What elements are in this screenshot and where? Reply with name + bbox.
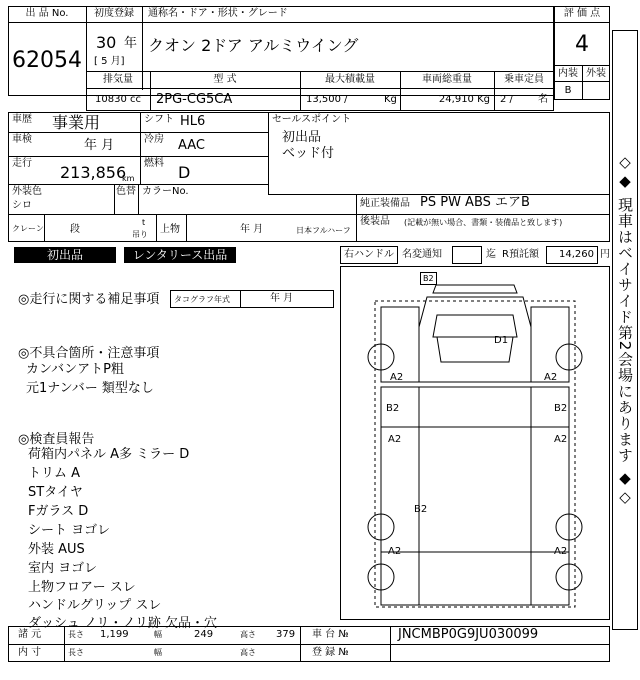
registration-year-unit: 年 (124, 36, 138, 51)
spec-label: 諸 元 (18, 629, 42, 640)
inspector-line: 外装 AUS (28, 542, 85, 557)
inspector-line: STタイヤ (28, 485, 83, 500)
inspector-line: Fガラス D (28, 504, 89, 519)
displacement-label: 排気量 (103, 74, 133, 85)
defect-line: 元1ナンバー 類型なし (26, 381, 154, 396)
history-value: 事業用 (52, 113, 101, 132)
fuel-value: D (178, 163, 191, 182)
extra-mark: 迄 (486, 249, 496, 260)
max-load-value: 13,500 / (306, 94, 348, 105)
damage-mark: B2 (420, 272, 437, 285)
damage-mark: A2 (554, 434, 568, 445)
model-label: 型 式 (213, 74, 237, 85)
ac-label: 冷房 (144, 134, 164, 145)
inspector-line: 上物フロアー スレ (28, 580, 136, 595)
displacement-value: 10830 cc (95, 94, 141, 105)
width-label: 幅 (154, 630, 162, 639)
defects-title: ◎不具合箇所・注意事項 (18, 346, 160, 361)
damage-mark: B2 (554, 403, 568, 414)
lot-label: 出 品 No. (25, 8, 69, 19)
max-load-label: 最大積載量 (325, 74, 375, 85)
recycle-label: R預託額 (502, 249, 539, 260)
history-label: 車歴 (12, 114, 32, 125)
length-value: 1,199 (100, 629, 129, 640)
width-value: 249 (194, 629, 214, 640)
capacity-value: 2 / (500, 94, 513, 105)
rental-lease-badge: レンタリース出品 (124, 247, 236, 263)
inspector-line: シート ヨゴレ (28, 523, 111, 538)
damage-mark: A2 (554, 546, 568, 557)
interior-height-label: 高さ (240, 648, 256, 657)
ac-value: AAC (178, 138, 205, 153)
length-label: 長さ (68, 630, 84, 639)
equipment-label: 純正装備品 (360, 198, 410, 209)
defect-line: カンバンアトP粗 (26, 362, 124, 377)
damage-mark: A2 (388, 546, 402, 557)
height-value: 379 (276, 629, 296, 640)
inspection-value: 年 月 (84, 138, 115, 153)
inspector-line: ハンドルグリップ スレ (28, 598, 162, 613)
exterior-label: 外装 (586, 68, 606, 79)
crane-hang: 吊り (132, 230, 148, 239)
tachograph-label: タコグラフ年式 (174, 295, 230, 304)
interior-length-label: 長さ (68, 648, 84, 657)
capacity-unit: 名 (538, 94, 548, 105)
inspector-line: 室内 ヨゴレ (28, 561, 98, 576)
damage-mark: A2 (544, 372, 558, 383)
interior-label: 内装 (558, 68, 578, 79)
exterior-color-label: 外装色 (12, 186, 42, 197)
venue-banner: ◇◆ 現車はベイサイド第2会場にあります ◆◇ (612, 30, 638, 630)
inspector-line: ダッシュ ノリ・ノリ跡 欠品・穴 (28, 616, 217, 631)
vin-label: 車 台 № (312, 629, 349, 640)
shift-label: シフト (144, 114, 174, 125)
color-code-label: カラーNo. (142, 186, 189, 197)
damage-mark: D1 (494, 335, 509, 346)
recycle-unit: 円 (600, 249, 610, 260)
sales-point-label: セールスポイント (272, 114, 352, 125)
damage-mark: A2 (390, 372, 404, 383)
running-remarks-title: ◎走行に関する補足事項 (18, 292, 160, 307)
interior-size-label: 内 寸 (18, 647, 42, 658)
car-name-label: 通称名・ドア・形状・グレード (148, 8, 288, 19)
crane-ton: t (142, 218, 146, 227)
name-change-label: 名変通知 (402, 249, 442, 260)
shift-value: HL6 (180, 114, 206, 129)
inspection-label: 車検 (12, 134, 32, 145)
name-change-box (452, 246, 482, 264)
damage-mark: B2 (414, 504, 428, 515)
retrofit-label: 後装品 (360, 216, 390, 227)
rhd-label: 右ハンドル (344, 249, 394, 260)
registration-month: [ 5 月] (94, 56, 125, 67)
body-year-month: 年 月 (240, 224, 264, 235)
registration-no-label: 登 録 № (312, 647, 349, 658)
crane-stage: 段 (70, 224, 80, 235)
lot-number: 62054 (12, 48, 82, 73)
color-change-label: 色替 (116, 186, 136, 197)
max-load-unit: Kg (384, 94, 397, 105)
model-value: 2PG-CG5CA (156, 92, 233, 107)
interior-width-label: 幅 (154, 648, 162, 657)
inspector-line: 荷箱内パネル A多 ミラー D (28, 447, 190, 462)
mileage-label: 走行 (12, 158, 32, 169)
sales-point-2: ベッド付 (282, 146, 335, 161)
height-label: 高さ (240, 630, 256, 639)
mileage-value: 213,856 (60, 163, 127, 182)
retrofit-note: (記載が無い場合、書類・装備品と致します) (404, 218, 563, 227)
tachograph-value: 年 月 (270, 293, 294, 304)
capacity-label: 乗車定員 (504, 74, 544, 85)
mileage-unit: km (122, 174, 135, 183)
grade-label: 評 価 点 (563, 8, 601, 19)
recycle-value: 14,260 (559, 249, 594, 260)
first-registration-label: 初度登録 (94, 8, 134, 19)
vin-value: JNCMBP0G9JU030099 (398, 627, 539, 642)
damage-mark: A2 (388, 434, 402, 445)
registration-year: 30 (96, 33, 117, 52)
overall-grade: 4 (575, 32, 589, 57)
fuel-label: 燃料 (144, 158, 164, 169)
body-label: 上物 (160, 224, 180, 235)
interior-grade: B (564, 85, 572, 96)
inspector-line: トリム A (28, 466, 81, 481)
equipment-value: PS PW ABS エアB (420, 195, 530, 210)
damage-mark: B2 (386, 403, 400, 414)
first-listing-badge: 初出品 (14, 247, 116, 263)
gross-weight-label: 車両総重量 (422, 74, 472, 85)
gross-weight-value: 24,910 Kg (438, 94, 490, 105)
truck-outline (341, 267, 609, 619)
car-name: クオン 2ドア アルミウイング (148, 36, 359, 55)
exterior-color-value: シロ (12, 200, 32, 211)
crane-label: クレーン (12, 224, 44, 233)
inspector-title: ◎検査員報告 (18, 432, 95, 447)
sales-point-1: 初出品 (282, 130, 322, 145)
body-maker: 日本フルハーフ (296, 226, 351, 235)
